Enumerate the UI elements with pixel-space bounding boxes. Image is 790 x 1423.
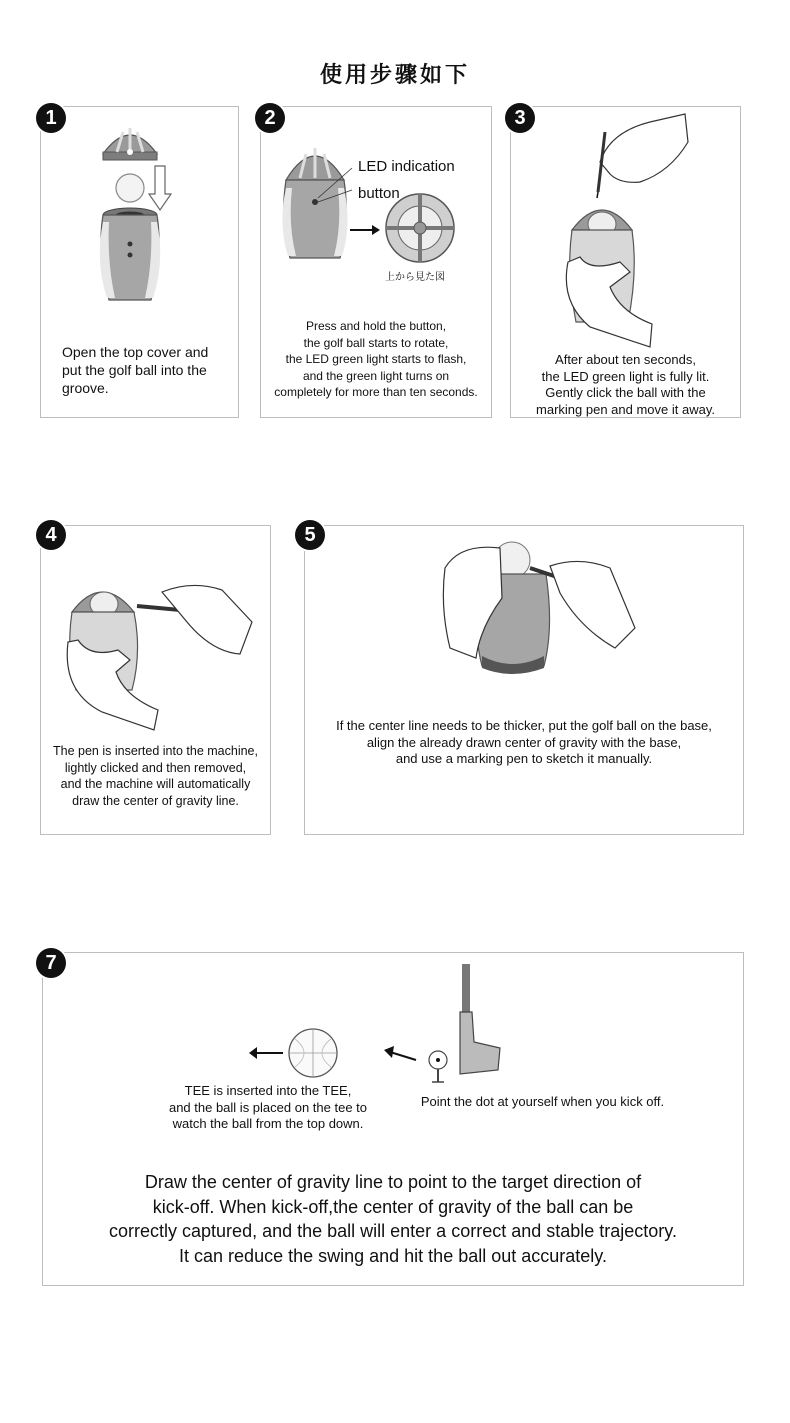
step-4-text: The pen is inserted into the machine, lightly clicked and then removed, and the machine will automatically draw the center of gravity line.	[53, 744, 258, 808]
step-7-left-text: TEE is inserted into the TEE, and the ball is placed on the tee to watch the ball from the top down.	[168, 1083, 368, 1131]
step-1-text: Open the top cover and put the golf ball into the groove.	[62, 344, 209, 396]
button-label: button	[358, 185, 400, 202]
pen-insert-illustration	[62, 572, 262, 732]
summary-text: Draw the center of gravity line to point to the target direction of kick-off. When kick-off,the center of gravity of the ball can be correctly captured, and the ball will enter a correct and stable trajectory. It can reduce the swing and hit the ball out accurately.	[109, 1172, 677, 1266]
device-open-illustration	[95, 122, 185, 312]
page-title: 使用步骤如下	[319, 63, 470, 88]
step-7-right-text: Point the dot at yourself when you kick off.	[420, 1094, 665, 1109]
pen-marking-illustration	[560, 112, 700, 352]
tee-ball-illustration	[245, 1025, 345, 1085]
led-label: LED indication	[358, 158, 455, 175]
step-3-text: After about ten seconds, the LED green light is fully lit. Gently click the ball with the marking pen and move it away.	[536, 352, 715, 417]
step-2-number: 2	[255, 103, 285, 133]
club-tee-illustration	[380, 962, 510, 1087]
step-1-number: 1	[36, 103, 66, 133]
step-5-text: If the center line needs to be thicker, put the golf ball on the base, align the already drawn center of gravity with the base, and use a marking pen to sketch it manually.	[336, 718, 712, 766]
step-7-number: 7	[36, 948, 66, 978]
step-4-number: 4	[36, 520, 66, 550]
step-5-number: 5	[295, 520, 325, 550]
step-3-number: 3	[505, 103, 535, 133]
manual-sketch-illustration	[440, 538, 640, 678]
step-2-text: Press and hold the button, the golf ball starts to rotate, the LED green light starts to flash, and the green light turns on completely for more than ten seconds.	[274, 319, 478, 399]
top-view-caption: 上から見た図	[385, 272, 445, 283]
